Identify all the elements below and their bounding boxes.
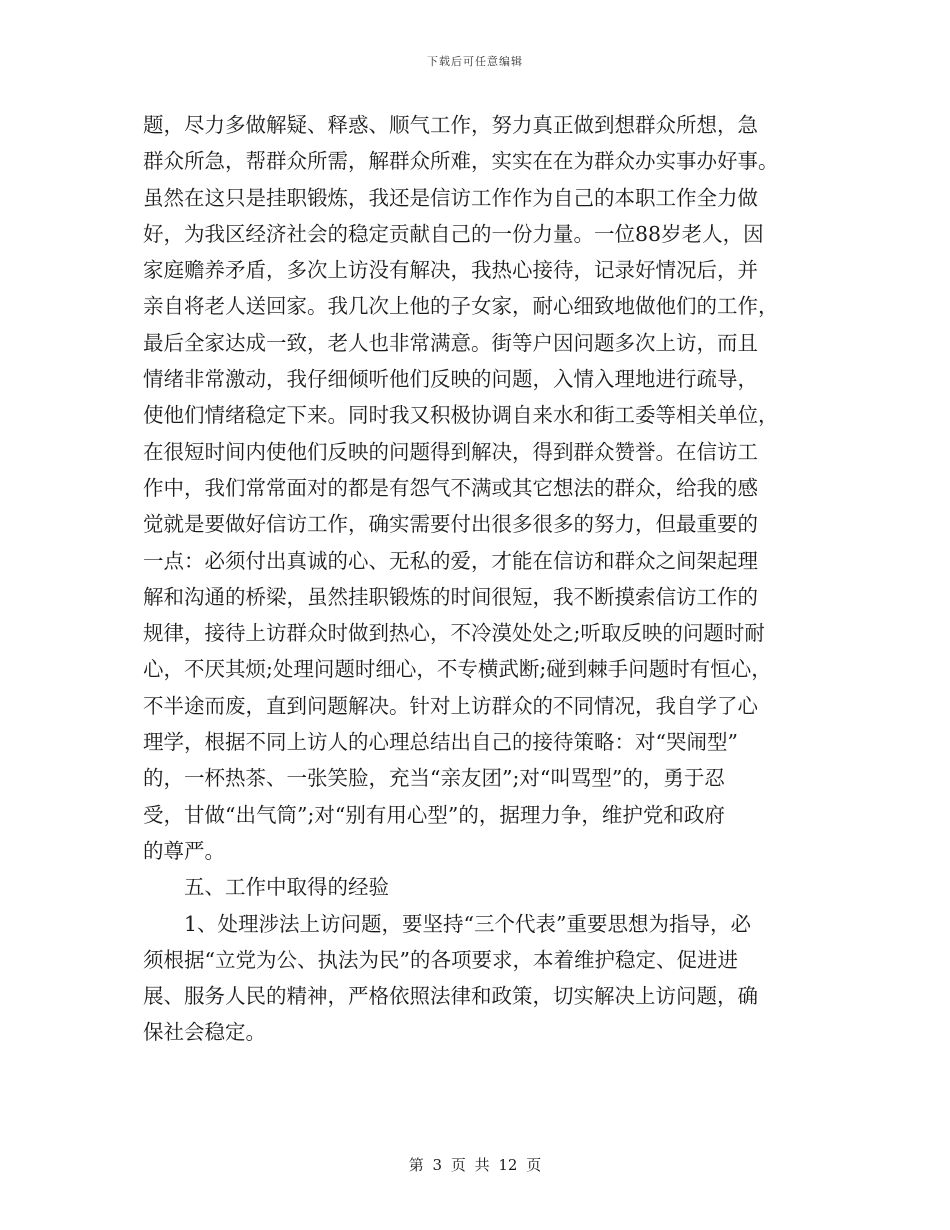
- body-line: 不半途而废，直到问题解决。针对上访群众的不同情况，我自学了心: [143, 693, 758, 718]
- body-line: 题，尽力多做解疑、释惑、顺气工作，努力真正做到想群众所想，急: [143, 113, 758, 137]
- body-line: 的尊严。: [143, 838, 225, 863]
- body-line: 保社会稳定。: [143, 1020, 266, 1045]
- body-line: 展、服务人民的精神，严格依照法律和政策，切实解决上访问题，确: [143, 984, 758, 1009]
- body-line: 好，为我区经济社会的稳定贡献自己的一份力量。一位88岁老人，因: [143, 221, 764, 246]
- body-text: [143, 107, 808, 1051]
- body-line: 觉就是要做好信访工作，确实需要付出很多很多的努力，但最重要的: [143, 512, 758, 537]
- body-line: 心，不厌其烦;处理问题时细心，不专横武断;碰到棘手问题时有恒心，: [143, 657, 772, 682]
- page-footer: 第 3 页 共 12 页: [408, 1156, 542, 1174]
- body-line: 群众所急，帮群众所需，解群众所难，实实在在为群众办实事办好事。: [143, 149, 779, 174]
- body-line: 解和沟通的桥梁，虽然挂职锻炼的时间很短，我不断摸索信访工作的: [143, 584, 758, 609]
- body-line: 虽然在这只是挂职锻炼，我还是信访工作作为自己的本职工作全力做: [143, 185, 758, 210]
- body-line: 情绪非常激动，我仔细倾听他们反映的问题，入情入理地进行疏导，: [143, 367, 758, 392]
- body-line: 受，甘做“出气筒”;对“别有用心型”的，据理力争，维护党和政府: [143, 802, 725, 827]
- page-header: 下载后可任意编辑: [427, 55, 523, 68]
- body-line: 一点：必须付出真诚的心、无私的爱，才能在信访和群众之间架起理: [143, 548, 758, 573]
- body-line: 使他们情绪稳定下来。同时我又积极协调自来水和街工委等相关单位，: [143, 403, 779, 428]
- body-line: 规律，接待上访群众时做到热心，不冷漠处处之;听取反映的问题时耐: [143, 621, 765, 646]
- body-line: 须根据“立党为公、执法为民”的各项要求，本着维护稳定、促进进: [143, 947, 738, 972]
- body-line: 在很短时间内使他们反映的问题得到解决，得到群众赞誉。在信访工: [143, 439, 758, 464]
- body-line: 1、处理涉法上访问题，要坚持“三个代表”重要思想为指导，必: [143, 911, 752, 936]
- body-line: 家庭赡养矛盾，多次上访没有解决，我热心接待，记录好情况后，并: [143, 258, 758, 283]
- body-line: 亲自将老人送回家。我几次上他的子女家，耐心细致地做他们的工作，: [143, 294, 779, 319]
- body-line: 理学，根据不同上访人的心理总结出自己的接待策略：对“哭闹型”: [143, 730, 738, 755]
- body-line: 的，一杯热茶、一张笑脸，充当“亲友团”;对“叫骂型”的，勇于忍: [143, 766, 725, 791]
- body-line: 作中，我们常常面对的都是有怨气不满或其它想法的群众，给我的感: [143, 475, 758, 500]
- body-line: 最后全家达成一致，老人也非常满意。街等户因问题多次上访，而且: [143, 330, 758, 355]
- section-heading: 五、工作中取得的经验: [143, 875, 389, 900]
